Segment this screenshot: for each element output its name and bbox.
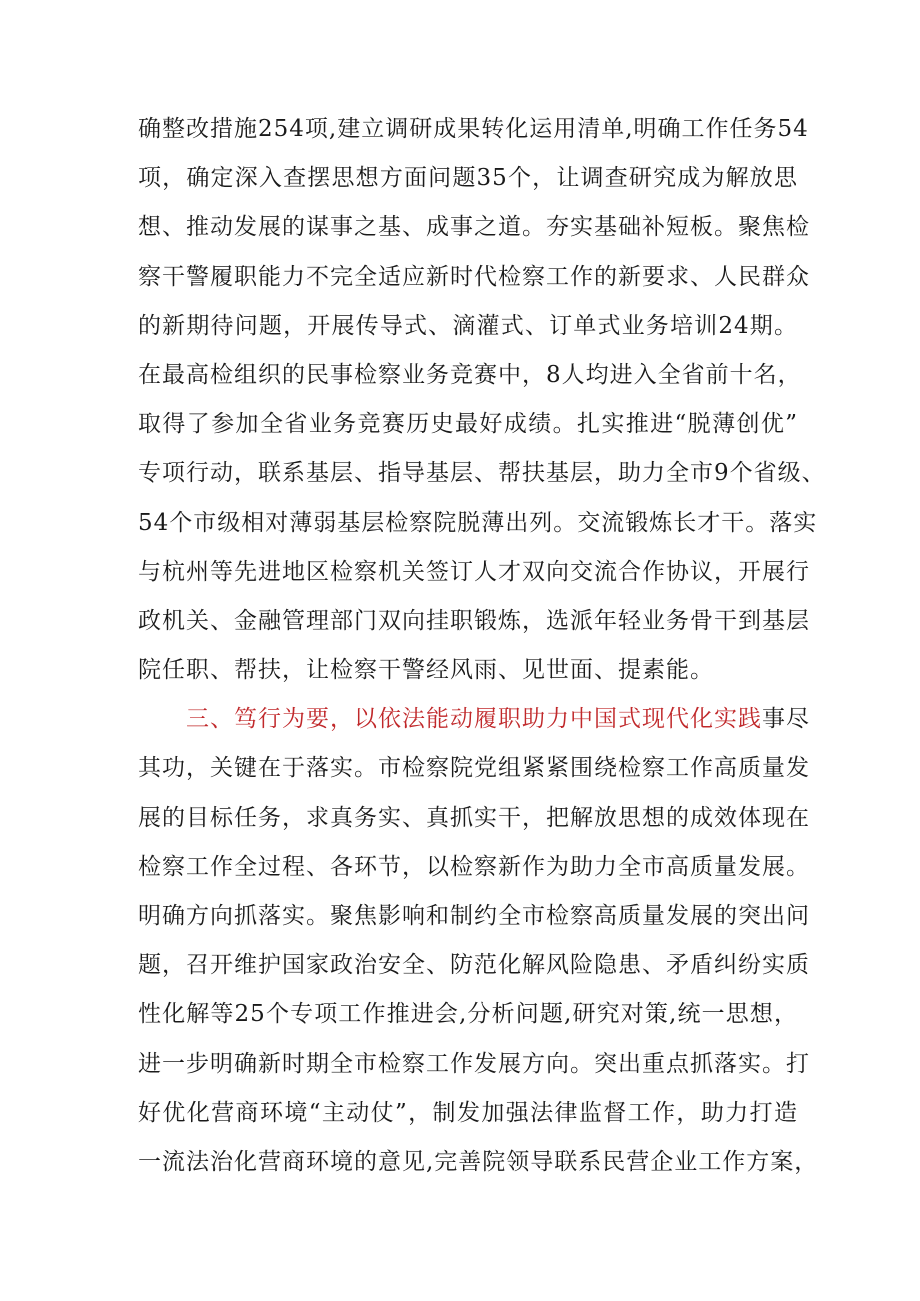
section-heading-line [138,695,810,744]
paragraph-line: 好优化营商环境“主动仗”，制发加强法律监督工作，助力打造 [138,1099,798,1126]
paragraph-line: 项，确定深入查摆思想方面问题35个，让调查研究成为解放思 [138,165,798,192]
paragraph-line: 明确方向抓落实。聚焦影响和制约全市检察高质量发展的突出问 [138,903,810,929]
paragraph-line: 题，召开维护国家政治安全、防范化解风险隐患、矛盾纠纷实质 [138,952,810,979]
paragraph-line: 与杭州等先进地区检察机关签订人才双向交流合作协议，开展行 [138,558,810,585]
paragraph-line: 54个市级相对薄弱基层检察院脱薄出列。交流锻炼长才干。落实 [138,509,818,536]
paragraph-line: 展的目标任务，求真务实、真抓实干，把解放思想的成效体现在 [138,804,810,831]
paragraph-line: 院任职、帮扶，让检察干警经风雨、见世面、提素能。 [138,657,714,684]
paragraph-line: 其功，关键在于落实。市检察院党组紧紧围绕检察工作高质量发 [138,755,810,782]
section-heading: 三、笃行为要，以依法能动履职助力中国式现代化实践 [186,706,762,733]
paragraph-line: 政机关、金融管理部门双向挂职锻炼，选派年轻业务骨干到基层 [138,607,810,634]
paragraph-line: 确整改措施254项,建立调研成果转化运用清单,明确工作任务54 [138,116,809,142]
paragraph-line: 取得了参加全省业务竞赛历史最好成绩。扎实推进“脱薄创优” [138,411,798,438]
paragraph-line: 一流法治化营商环境的意见,完善院领导联系民营企业工作方案， [138,1148,819,1175]
paragraph-line: 进一步明确新时期全市检察工作发展方向。突出重点抓落实。打 [138,1050,810,1077]
paragraph-line: 专项行动，联系基层、指导基层、帮扶基层，助力全市9个省级、 [138,460,826,487]
paragraph-line: 想、推动发展的谋事之基、成事之道。夯实基础补短板。聚焦检 [138,214,810,241]
paragraph-line: 检察工作全过程、各环节，以检察新作为助力全市高质量发展。 [138,853,810,880]
paragraph-line: 性化解等25个专项工作推进会,分析问题,研究对策,统一思想， [138,1001,798,1028]
heading-line-rest: 事尽 [762,706,810,733]
body-text [138,105,826,1187]
paragraph-line: 在最高检组织的民事检察业务竞赛中，8人均进入全省前十名， [138,361,802,388]
paragraph-line: 的新期待问题，开展传导式、滴灌式、订单式业务培训24期。 [138,312,798,339]
paragraph-line: 察干警履职能力不完全适应新时代检察工作的新要求、人民群众 [138,263,810,290]
